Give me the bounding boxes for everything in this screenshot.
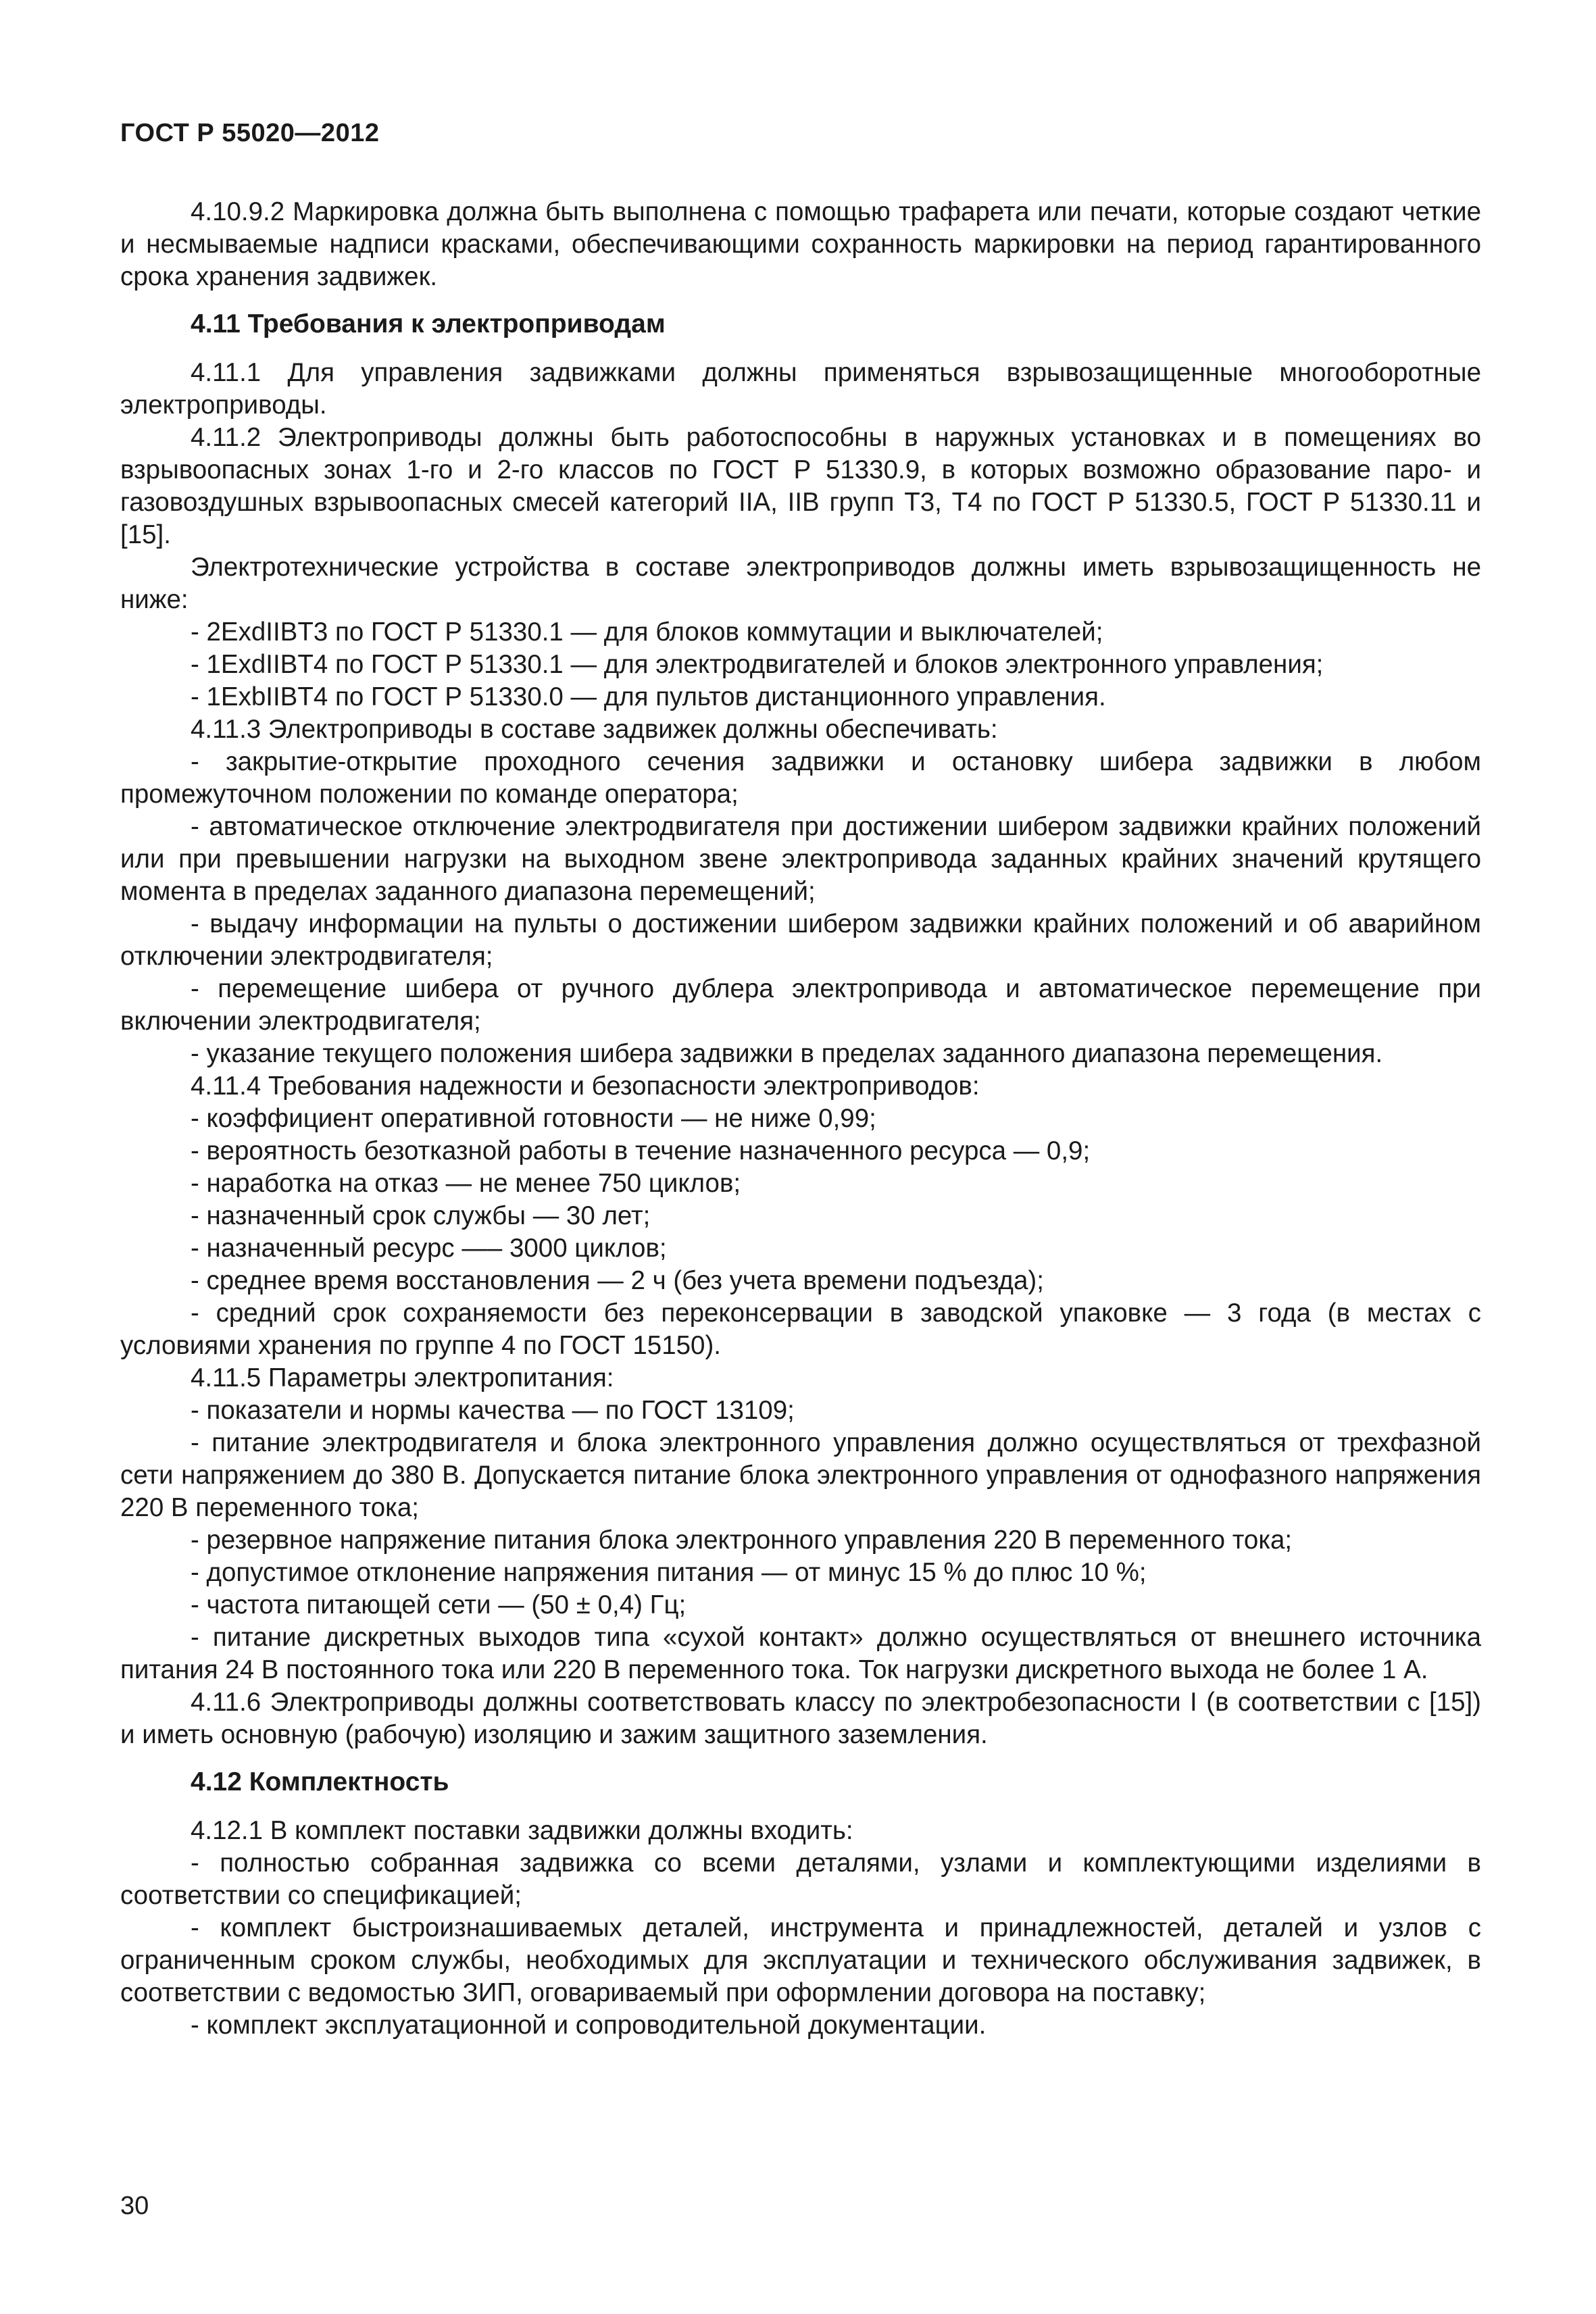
paragraph: 4.11.3 Электроприводы в составе задвижек должны обеспечивать: — [191, 715, 998, 744]
paragraph: - перемещение шибера от ручного дублера электропривода и автоматическое перемещение при включении электродвигателя; — [120, 974, 1481, 1036]
paragraph: - выдачу информации на пульты о достижении шибером задвижки крайних положений и об аварийном отключении электродвигателя; — [120, 909, 1481, 971]
paragraph: 4.12.1 В комплект поставки задвижки должны входить: — [191, 1816, 853, 1845]
paragraph: - назначенный ресурс —– 3000 циклов; — [191, 1234, 667, 1263]
paragraph: - наработка на отказ — не менее 750 циклов; — [191, 1169, 741, 1198]
paragraph: - среднее время восстановления — 2 ч (без учета времени подъезда); — [191, 1266, 1044, 1295]
paragraph: - комплект быстроизнашиваемых деталей, инструмента и принадлежностей, деталей и узлов с ограниченным сроком службы, необходимых для эксплуатации и технического обслуживания задвижек, в соответствии с ведомостью ЗИП, оговариваемый при оформлении договора на поставку; — [120, 1913, 1481, 2007]
paragraph: - автоматическое отключение электродвигателя при достижении шибером задвижки крайних положений или при превышении нагрузки на выходном звене электропривода заданных крайних значений крутящего момента в пределах заданного диапазона перемещений; — [120, 812, 1481, 906]
paragraph: Электротехнические устройства в составе электроприводов должны иметь взрывозащищенность не ниже: — [120, 553, 1481, 614]
paragraph: - назначенный срок службы — 30 лет; — [191, 1201, 651, 1230]
paragraph: - средний срок сохраняемости без переконсервации в заводской упаковке — 3 года (в местах с условиями хранения по группе 4 по ГОСТ 15150). — [120, 1299, 1481, 1360]
paragraph: - частота питающей сети — (50 ± 0,4) Гц; — [191, 1590, 687, 1619]
document-body — [120, 196, 1481, 2042]
paragraph: 4.10.9.2 Маркировка должна быть выполнена с помощью трафарета или печати, которые создают четкие и несмываемые надписи красками, обеспечивающими сохранность маркировки на период гарантированного срока хранения задвижек. — [120, 197, 1481, 291]
paragraph: - 2ExdIIBT3 по ГОСТ Р 51330.1 — для блоков коммутации и выключателей; — [191, 618, 1103, 647]
paragraph: 4.11.4 Требования надежности и безопасности электроприводов: — [191, 1072, 980, 1101]
paragraph: - закрытие-открытие проходного сечения задвижки и остановку шибера задвижки в любом промежуточном положении по команде оператора; — [120, 747, 1481, 809]
paragraph: 4.11.1 Для управления задвижками должны применяться взрывозащищенные многооборотные электроприводы. — [120, 358, 1481, 420]
paragraph: - комплект эксплуатационной и сопроводительной документации. — [191, 2011, 987, 2040]
paragraph: 4.11.5 Параметры электропитания: — [191, 1363, 614, 1392]
paragraph: - вероятность безотказной работы в течение назначенного ресурса — 0,9; — [191, 1136, 1091, 1165]
section-heading: 4.12 Комплектность — [191, 1767, 449, 1796]
paragraph: 4.11.2 Электроприводы должны быть работоспособны в наружных установках и в помещениях во взрывоопасных зонах 1-го и 2-го классов по ГОСТ Р 51330.9, в которых возможно образование паро- и газовоздушных взрывоопасных смесей категорий IIA, IIB групп Т3, Т4 по ГОСТ Р 51330.5, ГОСТ Р 51330.11 и [15]. — [120, 423, 1481, 549]
page-number: 30 — [120, 2192, 149, 2220]
paragraph: - указание текущего положения шибера задвижки в пределах заданного диапазона перемещения. — [191, 1039, 1383, 1068]
document-header: ГОСТ Р 55020—2012 — [120, 119, 380, 147]
paragraph: - полностью собранная задвижка со всеми деталями, узлами и комплектующими изделиями в соответствии со спецификацией; — [120, 1848, 1481, 1910]
paragraph: - резервное напряжение питания блока электронного управления 220 В переменного тока; — [191, 1526, 1293, 1555]
paragraph: 4.11.6 Электроприводы должны соответствовать классу по электробезопасности I (в соответствии с [15]) и иметь основную (рабочую) изоляцию и зажим защитного заземления. — [120, 1688, 1481, 1749]
paragraph: - 1ExbIIBT4 по ГОСТ Р 51330.0 — для пультов дистанционного управления. — [191, 682, 1106, 711]
paragraph: - показатели и нормы качества — по ГОСТ 13109; — [191, 1396, 795, 1425]
paragraph: - коэффициент оперативной готовности — не ниже 0,99; — [191, 1104, 876, 1133]
paragraph: - питание электродвигателя и блока электронного управления должно осуществляться от трехфазной сети напряжением до 380 В. Допускается питание блока электронного управления от однофазного напряжения 220 В переменного тока; — [120, 1428, 1481, 1522]
section-heading: 4.11 Требования к электроприводам — [191, 309, 666, 338]
paragraph: - допустимое отклонение напряжения питания — от минус 15 % до плюс 10 %; — [191, 1558, 1147, 1587]
paragraph: - питание дискретных выходов типа «сухой контакт» должно осуществляться от внешнего источника питания 24 В постоянного тока или 220 В переменного тока. Ток нагрузки дискретного выхода не более 1 А. — [120, 1623, 1481, 1684]
paragraph: - 1ExdIIBT4 по ГОСТ Р 51330.1 — для электродвигателей и блоков электронного управления; — [191, 650, 1324, 679]
